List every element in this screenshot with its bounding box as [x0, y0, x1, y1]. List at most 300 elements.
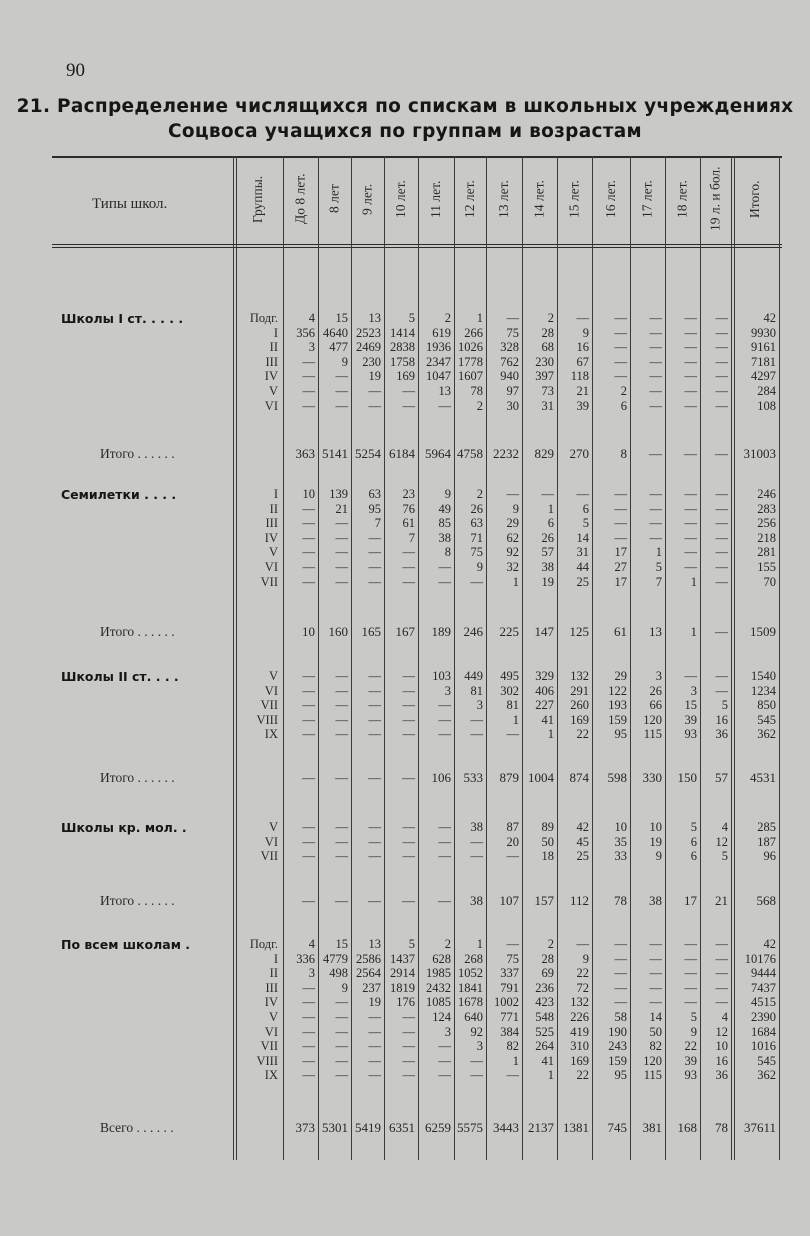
table-cell: 1 [476, 937, 483, 951]
table-cell: — [649, 516, 662, 531]
total-cell: — [368, 770, 381, 785]
total-cell: 373 [295, 1120, 315, 1135]
table-cell: — [402, 398, 415, 413]
table-cell: — [368, 1010, 381, 1024]
table-cell: — [715, 683, 728, 698]
table-cell: 28 [541, 951, 554, 966]
table-cell: 85 [438, 516, 451, 531]
table-cell: — [506, 849, 519, 864]
table-cell: 5 [408, 311, 415, 325]
table-cell: — [335, 560, 348, 574]
table-cell: — [614, 951, 627, 966]
table-cell: 22 [684, 1039, 697, 1054]
table-cell: 115 [643, 1068, 662, 1083]
group-label: III [265, 354, 278, 369]
table-cell: 310 [570, 1039, 589, 1054]
table-cell: — [649, 487, 662, 501]
total-cell: 5141 [322, 446, 348, 461]
column-header: Группы. [250, 175, 265, 223]
table-cell: — [302, 398, 315, 413]
table-cell: 10 [302, 487, 315, 501]
table-cell: — [684, 545, 697, 560]
column-header: 17 лет. [639, 180, 655, 218]
group-label: IX [264, 727, 278, 742]
table-cell: — [302, 516, 315, 531]
table-cell: — [684, 369, 697, 384]
table-cell: — [402, 1010, 415, 1024]
table-cell: — [649, 980, 662, 995]
table-cell: 139 [329, 487, 348, 501]
table-cell: 19 [368, 995, 381, 1010]
table-cell: 31 [576, 545, 589, 560]
table-cell: 1 [547, 727, 554, 742]
table-cell: 44 [576, 560, 589, 574]
total-cell: 168 [677, 1120, 697, 1135]
table-cell: 1047 [426, 369, 451, 384]
table-cell: 1 [512, 574, 519, 589]
table-cell: — [470, 574, 483, 589]
table-cell: — [684, 384, 697, 398]
table-cell: 93 [684, 1068, 697, 1083]
table-cell: — [335, 530, 348, 545]
table-cell: 27 [614, 560, 627, 574]
table-cell: — [402, 1024, 415, 1039]
table-cell: — [302, 530, 315, 545]
table-cell: 21 [335, 501, 348, 516]
table-cell: — [649, 530, 662, 545]
table-cell: — [614, 354, 627, 369]
table-cell: — [302, 501, 315, 516]
table-cell: 23 [402, 487, 415, 501]
table-cell: 291 [570, 683, 589, 698]
table-cell: — [438, 574, 451, 589]
table-cell: 264 [535, 1039, 554, 1054]
table-cell: — [335, 369, 348, 384]
table-cell: — [506, 727, 519, 742]
table-cell: 30 [506, 398, 519, 413]
table-cell: 19 [541, 574, 554, 589]
table-cell: 619 [432, 325, 451, 340]
table-cell: — [402, 1068, 415, 1083]
table-cell: — [368, 545, 381, 560]
table-cell: — [402, 1053, 415, 1068]
table-cell: 41 [541, 712, 554, 727]
table-cell: — [684, 966, 697, 981]
table-cell: 39 [684, 1053, 697, 1068]
total-cell: — [438, 893, 451, 908]
total-cell: 879 [499, 770, 519, 785]
table-cell: — [715, 354, 728, 369]
total-cell: 2137 [528, 1120, 554, 1135]
table-cell: 115 [643, 727, 662, 742]
total-cell: 1509 [750, 624, 776, 639]
table-cell: 9444 [751, 966, 776, 981]
table-cell: — [402, 574, 415, 589]
table-cell: 7 [655, 574, 662, 589]
table-cell: 49 [438, 501, 451, 516]
table-cell: — [715, 311, 728, 325]
table-cell: 498 [329, 966, 348, 981]
table-cell: — [335, 516, 348, 531]
table-cell: — [402, 545, 415, 560]
column-header: 10 лет. [393, 180, 408, 218]
table-cell: 940 [500, 369, 519, 384]
total-cell: 17 [684, 893, 697, 908]
table-cell: — [368, 384, 381, 398]
table-cell: 266 [464, 325, 483, 340]
table-cell: — [302, 1053, 315, 1068]
total-cell: 150 [677, 770, 697, 785]
table-cell: 1684 [751, 1024, 776, 1039]
table-cell: — [302, 849, 315, 864]
total-cell: 381 [642, 1120, 662, 1135]
table-cell: — [402, 560, 415, 574]
total-cell: 21 [715, 893, 728, 908]
total-cell: — [402, 893, 415, 908]
group-label: VI [264, 398, 278, 413]
group-label: I [273, 951, 278, 966]
table-cell: 2390 [751, 1010, 776, 1024]
table-cell: — [470, 849, 483, 864]
table-cell: — [649, 325, 662, 340]
table-cell: 2347 [426, 354, 451, 369]
table-cell: — [302, 698, 315, 713]
table-cell: — [684, 560, 697, 574]
section-name: Школы I ст. . . . . [61, 311, 184, 326]
group-label: VIII [256, 712, 278, 727]
table-cell: 6 [620, 398, 627, 413]
table-cell: 176 [396, 995, 415, 1010]
table-cell: 95 [614, 727, 627, 742]
table-cell: 329 [535, 669, 554, 683]
table-cell: 66 [649, 698, 662, 713]
table-cell: 31 [541, 398, 554, 413]
table-cell: — [614, 516, 627, 531]
table-cell: 230 [362, 354, 381, 369]
group-label: VI [264, 1024, 278, 1039]
table-cell: 87 [506, 820, 519, 834]
section-name: Школы II ст. . . . [61, 669, 179, 684]
table-cell: — [649, 340, 662, 355]
total-cell: 1 [690, 624, 697, 639]
table-cell: — [715, 530, 728, 545]
table-cell: — [302, 1010, 315, 1024]
table-cell: 93 [684, 727, 697, 742]
table-cell: 384 [500, 1024, 519, 1039]
total-cell: 10 [302, 624, 315, 639]
table-cell: 5 [690, 1010, 697, 1024]
table-cell: — [684, 311, 697, 325]
group-label: V [268, 1010, 278, 1024]
table-cell: — [302, 980, 315, 995]
table-cell: — [302, 1068, 315, 1083]
table-cell: 1437 [390, 951, 415, 966]
table-cell: 3 [476, 698, 483, 713]
table-cell: 13 [438, 384, 451, 398]
total-cell: 5301 [322, 1120, 348, 1135]
table-cell: — [614, 966, 627, 981]
table-cell: 42 [763, 311, 776, 325]
table-cell: — [368, 574, 381, 589]
section-name: Семилетки . . . . [61, 487, 177, 502]
table-cell: 21 [576, 384, 589, 398]
table-cell: — [649, 384, 662, 398]
table-cell: — [302, 369, 315, 384]
table-cell: — [506, 1068, 519, 1083]
table-cell: 67 [576, 354, 589, 369]
total-cell: 330 [642, 770, 662, 785]
table-cell: — [402, 834, 415, 849]
total-cell: 568 [756, 893, 776, 908]
table-cell: 6 [547, 516, 554, 531]
table-cell: 246 [757, 487, 776, 501]
table-cell: 850 [757, 698, 776, 713]
table-cell: 336 [296, 951, 315, 966]
table-cell: 5 [582, 516, 589, 531]
table-cell: 406 [535, 683, 554, 698]
table-cell: — [335, 727, 348, 742]
table-cell: 226 [570, 1010, 589, 1024]
table-cell: 73 [541, 384, 554, 398]
table-cell: 2838 [390, 340, 415, 355]
table-cell: — [302, 834, 315, 849]
table-cell: — [438, 698, 451, 713]
table-cell: 3 [476, 1039, 483, 1054]
total-cell: 31003 [743, 446, 776, 461]
table-cell: 132 [570, 669, 589, 683]
table-cell: — [715, 487, 728, 501]
table-cell: 762 [500, 354, 519, 369]
table-cell: 545 [757, 1053, 776, 1068]
table-cell: — [302, 545, 315, 560]
column-header: 19 л. и бол. [707, 166, 723, 232]
table-cell: — [576, 487, 589, 501]
table-cell: — [715, 516, 728, 531]
table-cell: — [715, 398, 728, 413]
table-cell: — [541, 487, 554, 501]
table-cell: — [576, 311, 589, 325]
table-cell: — [576, 937, 589, 951]
table-cell: — [438, 834, 451, 849]
table-cell: 45 [576, 834, 589, 849]
table-cell: 1052 [458, 966, 483, 981]
table-cell: 628 [432, 951, 451, 966]
table-cell: 1 [690, 574, 697, 589]
table-cell: 4297 [751, 369, 776, 384]
table-cell: — [335, 1024, 348, 1039]
table-cell: — [335, 1068, 348, 1083]
table-cell: 4779 [323, 951, 348, 966]
table-cell: — [335, 820, 348, 834]
table-cell: 15 [335, 937, 348, 951]
table-cell: 95 [368, 501, 381, 516]
group-label: VI [264, 834, 278, 849]
table-cell: 2 [547, 311, 554, 325]
table-cell: — [335, 1010, 348, 1024]
total-cell: 533 [463, 770, 483, 785]
table-cell: — [335, 669, 348, 683]
table-cell: 122 [608, 683, 627, 698]
table-cell: — [302, 1024, 315, 1039]
table-cell: 29 [614, 669, 627, 683]
table-cell: 218 [757, 530, 776, 545]
table-cell: 9 [690, 1024, 697, 1039]
table-cell: 423 [535, 995, 554, 1010]
table-cell: — [715, 560, 728, 574]
table-cell: 5 [721, 698, 728, 713]
table-cell: — [715, 966, 728, 981]
total-cell: 13 [649, 624, 662, 639]
table-cell: — [649, 951, 662, 966]
table-cell: 81 [470, 683, 483, 698]
total-cell: 4531 [750, 770, 776, 785]
table-cell: 2 [476, 487, 483, 501]
table-cell: — [302, 669, 315, 683]
table-cell: 1819 [390, 980, 415, 995]
table-cell: — [614, 501, 627, 516]
table-cell: 9 [512, 501, 519, 516]
table-cell: 39 [684, 712, 697, 727]
table-cell: 9 [655, 849, 662, 864]
table-cell: 50 [649, 1024, 662, 1039]
table-cell: 5 [690, 820, 697, 834]
table-cell: — [438, 727, 451, 742]
table-cell: 26 [470, 501, 483, 516]
table-cell: 70 [763, 574, 776, 589]
table-cell: — [302, 560, 315, 574]
table-cell: — [335, 574, 348, 589]
total-cell: 165 [361, 624, 381, 639]
table-cell: — [368, 560, 381, 574]
table-cell: 17 [614, 545, 627, 560]
table-cell: — [302, 683, 315, 698]
table-cell: — [684, 340, 697, 355]
table-cell: 284 [757, 384, 776, 398]
table-cell: — [302, 384, 315, 398]
table-cell: 9 [476, 560, 483, 574]
table-cell: — [684, 354, 697, 369]
table-cell: — [614, 369, 627, 384]
total-cell: — [684, 446, 697, 461]
total-cell: 38 [649, 893, 662, 908]
table-cell: 103 [432, 669, 451, 683]
table-cell: — [438, 1053, 451, 1068]
table-cell: 75 [506, 951, 519, 966]
table-cell: 10176 [744, 951, 776, 966]
table-cell: — [684, 951, 697, 966]
table-cell: 337 [500, 966, 519, 981]
total-cell: 189 [431, 624, 451, 639]
table-cell: 356 [296, 325, 315, 340]
table-cell: 25 [576, 849, 589, 864]
table-cell: 12 [715, 1024, 728, 1039]
table-cell: 9 [341, 980, 348, 995]
table-cell: 169 [570, 1053, 589, 1068]
table-cell: 71 [470, 530, 483, 545]
table-cell: 76 [402, 501, 415, 516]
table-cell: — [715, 980, 728, 995]
table-cell: — [335, 849, 348, 864]
table-cell: — [715, 937, 728, 951]
table-cell: — [684, 487, 697, 501]
table-cell: 26 [541, 530, 554, 545]
table-cell: — [368, 1039, 381, 1054]
column-header: 11 лет. [428, 180, 443, 218]
table-cell: 9161 [751, 340, 776, 355]
table-cell: 2 [444, 937, 451, 951]
table-cell: — [470, 834, 483, 849]
group-label: IV [264, 530, 278, 545]
table-cell: — [402, 712, 415, 727]
table-cell: 28 [541, 325, 554, 340]
table-cell: — [614, 487, 627, 501]
table-cell: 95 [614, 1068, 627, 1083]
table-cell: — [715, 340, 728, 355]
total-label: Итого . . . . . . [100, 770, 175, 785]
table-cell: — [470, 1068, 483, 1083]
table-cell: 10 [649, 820, 662, 834]
total-label: Итого . . . . . . [100, 893, 175, 908]
table-cell: 243 [608, 1039, 627, 1054]
table-cell: 50 [541, 834, 554, 849]
group-label: II [269, 501, 278, 516]
table-cell: — [614, 937, 627, 951]
table-cell: 96 [763, 849, 776, 864]
table-cell: 4640 [323, 325, 348, 340]
group-label: VII [260, 574, 278, 589]
table-cell: 2 [547, 937, 554, 951]
table-cell: — [335, 1053, 348, 1068]
table-cell: 2 [444, 311, 451, 325]
table-cell: 42 [576, 820, 589, 834]
table-cell: — [368, 712, 381, 727]
total-cell: 6184 [389, 446, 415, 461]
table-cell: — [684, 516, 697, 531]
table-cell: 187 [757, 834, 776, 849]
table-title-line-2: Соцвоса учащихся по группам и возрастам [168, 121, 642, 142]
table-cell: — [649, 937, 662, 951]
group-label: II [269, 340, 278, 355]
table-cell: — [335, 712, 348, 727]
total-cell: — [368, 893, 381, 908]
column-divider [779, 156, 780, 1160]
table-cell: 525 [535, 1024, 554, 1039]
table-cell: 3 [308, 340, 315, 355]
table-cell: 22 [576, 966, 589, 981]
total-cell: 167 [395, 624, 415, 639]
table-cell: 281 [757, 545, 776, 560]
total-cell: 1381 [563, 1120, 589, 1135]
table-cell: — [715, 669, 728, 683]
group-label: VIII [256, 1053, 278, 1068]
page-number: 90 [66, 60, 85, 81]
table-cell: 5 [655, 560, 662, 574]
table-cell: 1 [512, 712, 519, 727]
table-cell: 12 [715, 834, 728, 849]
table-cell: — [368, 1053, 381, 1068]
table-cell: 7 [374, 516, 381, 531]
table-cell: 19 [368, 369, 381, 384]
table-cell: 419 [570, 1024, 589, 1039]
table-cell: 1085 [426, 995, 451, 1010]
table-cell: 268 [464, 951, 483, 966]
table-cell: — [715, 951, 728, 966]
table-cell: 397 [535, 369, 554, 384]
table-cell: 495 [500, 669, 519, 683]
table-cell: 42 [763, 937, 776, 951]
group-label: III [265, 516, 278, 531]
table-cell: 132 [570, 995, 589, 1010]
